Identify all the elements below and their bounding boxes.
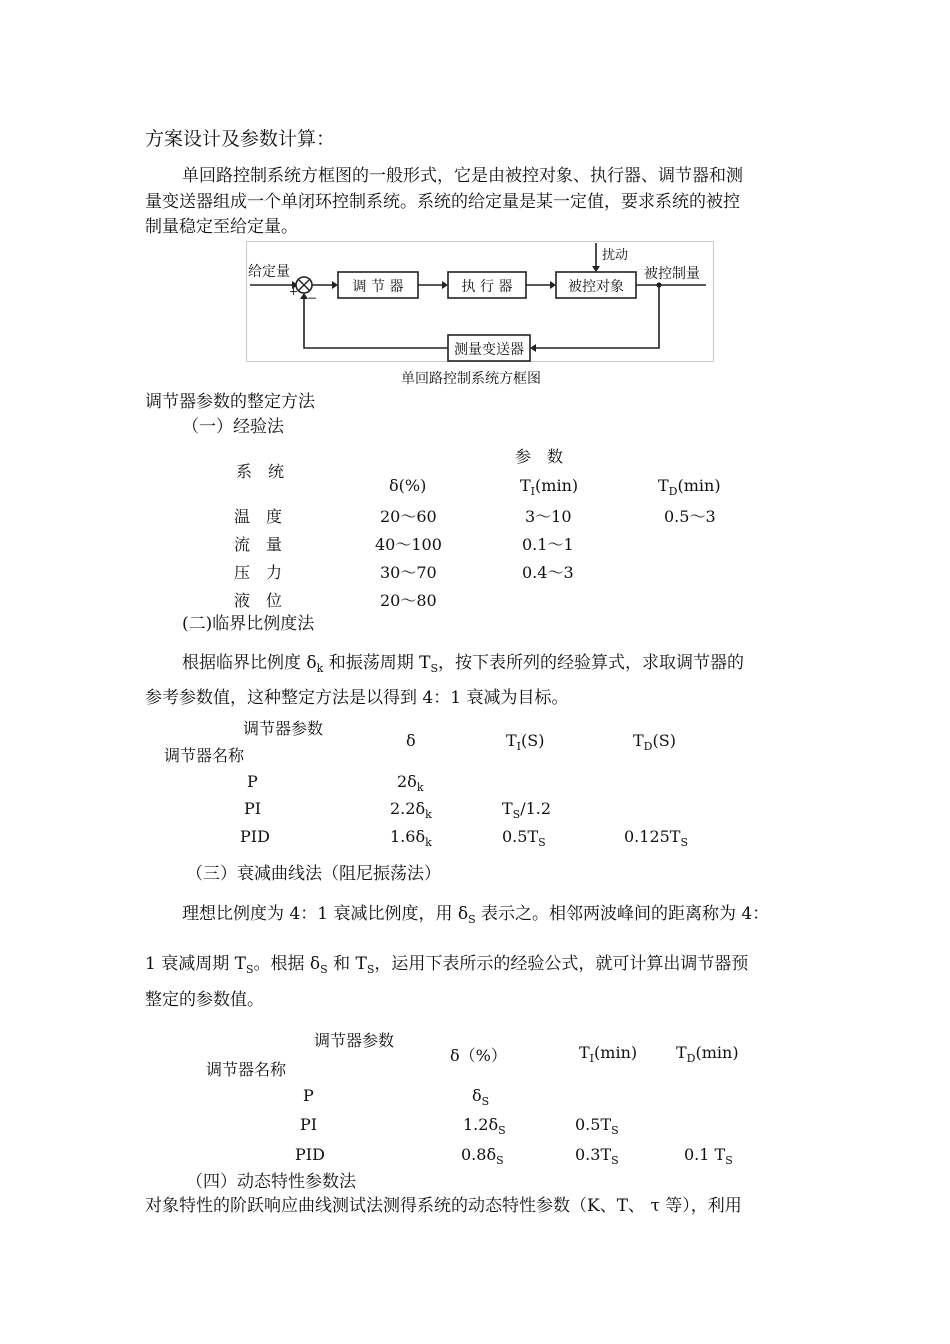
m2-col-delta: δ [406,731,416,750]
m1-params-header: 参 数 [515,447,564,466]
m3-row-name: P [303,1086,314,1105]
m2-row-ti: $T_S/1.2$ [502,799,552,821]
m3-paragraph-line-1: 理想比例度为 4：1 衰减比例度，用 $\delta_S$ 表示之。相邻两波峰间的距离称为 4： [182,904,770,926]
m3-col-ti: $T_I(\min)$ [579,1043,638,1065]
m3-row-td: 0.1 $T_S$ [684,1145,733,1167]
m1-row-delta: 40～100 [375,535,442,554]
m1-row-ti: 0.1～1 [522,535,574,554]
method2-heading: (二)临界比例度法 [182,614,315,634]
m3-row-delta: $0.8\delta_S$ [461,1145,504,1167]
diagram-plus-sign: + [289,285,299,298]
m3-col-td: $T_D(\min)$ [676,1043,739,1065]
m1-row-ti: 3～10 [525,507,572,526]
process-label: 被控对象 [568,279,624,295]
section-title: 方案设计及参数计算： [145,128,336,150]
m2-header-name: 调节器名称 [164,746,245,765]
m2-row-delta: $2.2\delta_k$ [390,799,432,821]
intro-line-1: 单回路控制系统方框图的一般形式，它是由被控对象、执行器、调节器和测 [182,166,743,186]
diagram-input-label: 给定量 [248,264,290,280]
output-label: 被控制量 [644,266,700,282]
block-diagram [246,241,714,362]
m3-header-name: 调节器名称 [206,1060,287,1079]
m1-system-header: 系 统 [236,462,285,481]
m1-row-td: 0.5～3 [664,507,716,526]
m3-row-name: PI [300,1115,318,1134]
m4-paragraph-line-1: 对象特性的阶跃响应曲线测试法测得系统的动态特性参数（K、T、 τ 等），利用 [145,1196,742,1216]
m1-col-delta: δ(%) [389,476,427,495]
m1-row-system: 温 度 [234,507,283,526]
diagram-minus-sign: − [307,291,318,305]
m2-row-td: $0.125T_S$ [624,827,689,849]
m3-row-ti: $0.5T_S$ [575,1115,619,1137]
m2-row-name: PID [240,827,270,846]
m3-col-delta: δ（%） [450,1046,507,1065]
m1-row-delta: 30～70 [380,563,437,582]
m2-paragraph-line-2: 参考参数值，这种整定方法是以得到 4：1 衰减为目标。 [145,688,569,708]
m2-col-td: $T_D(S)$ [633,731,676,753]
m1-row-ti: 0.4～3 [522,563,574,582]
method3-heading: （三）衰减曲线法（阻尼振荡法） [186,864,441,884]
m2-header-param: 调节器参数 [243,719,324,738]
m2-row-ti: $0.5T_S$ [502,827,546,849]
m3-paragraph-line-3: 整定的参数值。 [145,990,264,1010]
m1-row-delta: 20～80 [380,591,437,610]
diagram-caption: 单回路控制系统方框图 [401,371,541,387]
m3-row-ti: $0.3T_S$ [575,1145,619,1167]
feedback-path-left [304,299,448,348]
m2-row-delta: $1.6\delta_k$ [390,827,432,849]
m2-row-name: P [247,772,258,791]
feedback-arrow-head [530,344,536,352]
m1-row-system: 压 力 [234,563,283,582]
m1-col-td: $T_D(\min)$ [658,476,721,498]
intro-line-3: 制量稳定至给定量。 [145,217,298,237]
transmitter-label: 测量变送器 [454,342,524,358]
actuator-label: 执 行 器 [461,279,513,295]
m3-header-param: 调节器参数 [314,1031,395,1050]
m3-row-name: PID [295,1145,325,1164]
m3-row-delta: $1.2\delta_S$ [463,1115,506,1137]
m2-row-name: PI [244,799,262,818]
tuning-heading: 调节器参数的整定方法 [145,392,315,412]
m2-row-delta: $2\delta_k$ [397,772,424,794]
method4-heading: （四）动态特性参数法 [186,1172,356,1192]
m3-paragraph-line-2: 1 衰减周期 $T_S$。根据 $\delta_S$ 和 $T_S$，运用下表所示的经验公式，就可计算出调节器预 [145,954,749,976]
disturbance-arrow-head [592,266,600,272]
disturbance-label: 扰动 [602,248,629,263]
method1-heading: （一）经验法 [182,417,284,437]
m3-row-delta: $\delta_S$ [472,1086,490,1108]
m1-col-ti: $T_I(\min)$ [520,476,579,498]
intro-line-2: 量变送器组成一个单闭环控制系统。系统的给定量是某一定值，要求系统的被控 [145,192,740,212]
controller-label: 调 节 器 [352,279,404,295]
m1-row-delta: 20～60 [380,507,437,526]
m2-paragraph-line-1: 根据临界比例度 $\delta_k$ 和振荡周期 $T_S$，按下表所列的经验算式，求取调节器的 [182,653,745,675]
m1-row-system: 流 量 [234,535,283,554]
m2-col-ti: $T_I(S)$ [506,731,545,753]
m1-row-system: 液 位 [234,591,283,610]
